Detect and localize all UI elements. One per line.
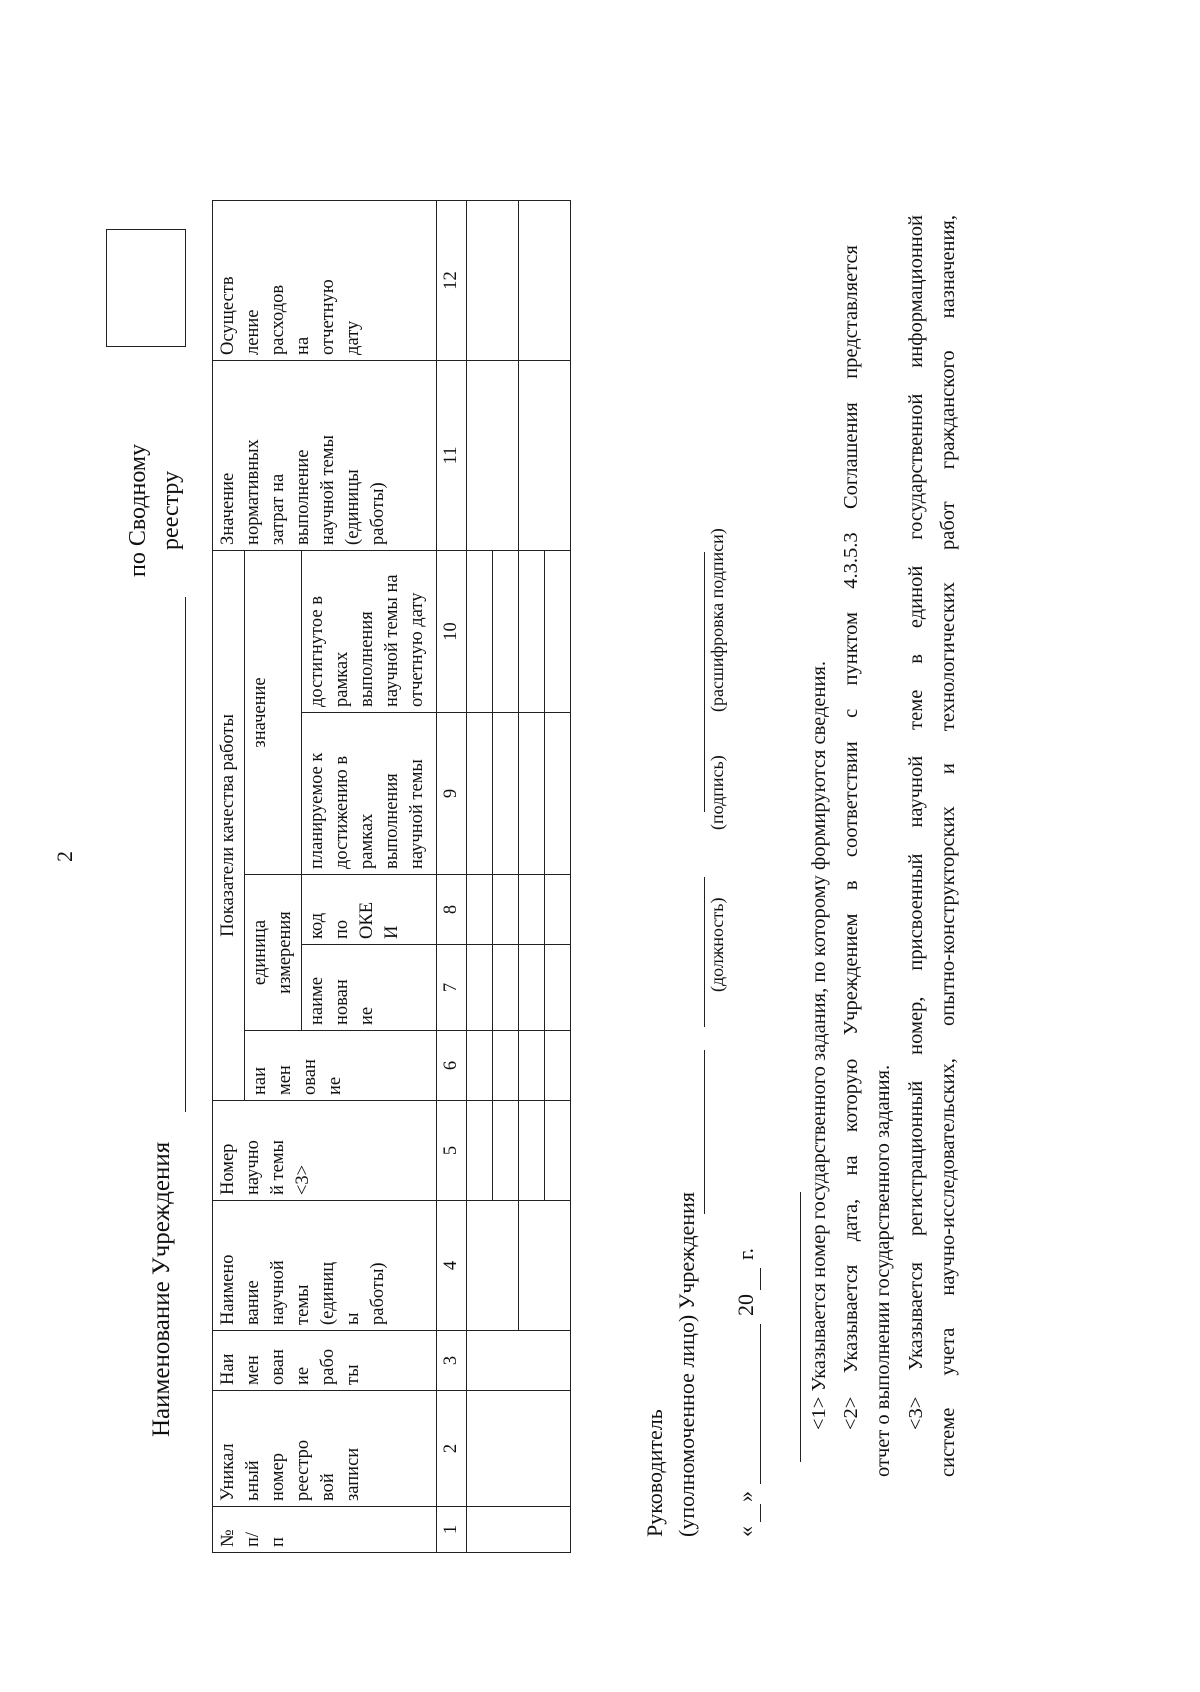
- table-cell: [467, 875, 493, 945]
- table-cell: [545, 945, 571, 1031]
- column-number: 8: [437, 875, 467, 945]
- header-indicator-name: наи мен ован ие: [245, 1031, 437, 1101]
- table-cell: [545, 713, 571, 875]
- date-month-line: [760, 1324, 761, 1484]
- header-work-name: Наи мен ован ие рабо ты: [213, 1331, 437, 1391]
- position-hint: (должность): [707, 897, 727, 992]
- header-topic-name: Наимено вание научной темы (единиц ы работы): [213, 1201, 437, 1331]
- column-number: 6: [437, 1031, 467, 1101]
- table-cell: [519, 1031, 545, 1101]
- column-numbers-row: [437, 200, 467, 1552]
- table-cell: [493, 713, 519, 875]
- table-cell: [467, 1031, 493, 1101]
- report-table: [212, 200, 571, 1553]
- table-cell: [519, 1101, 545, 1201]
- footnote-separator: [800, 1192, 801, 1462]
- signature-label-2: (уполномоченное лицо) Учреждения: [674, 1192, 699, 1537]
- table-cell: [519, 1201, 571, 1331]
- footnote-3-end: системе учета научно-исследовательских, опытно-конструкторских и технологических работ гражданского назначения,: [937, 215, 959, 1477]
- svod-registry-label: [122, 444, 188, 577]
- table-cell: [467, 1391, 571, 1507]
- signature-label-1: Руководитель: [642, 1409, 667, 1537]
- table-cell: [493, 1101, 519, 1201]
- column-number: 12: [437, 200, 467, 360]
- table-cell: [493, 1031, 519, 1101]
- footnote-3-start: <3> Указывается регистрационный номер, присвоенный научной теме в единой государственной информационной: [905, 215, 927, 1430]
- header-okei-code: код по ОКЕ И: [302, 875, 437, 945]
- organization-name-line: [185, 597, 186, 1112]
- table-cell: [467, 713, 493, 875]
- signature-hint: (подпись): [707, 755, 727, 830]
- column-number: 4: [437, 1201, 467, 1331]
- header-normative-costs: Значение нормативных затрат на выполнение научной темы (единицы работы): [213, 360, 437, 550]
- table-cell: [545, 550, 571, 712]
- header-unit-group: единица измерения: [245, 875, 302, 1031]
- footnote-1: <1> Указывается номер государственного задания, по которому формируются сведения.: [808, 660, 830, 1430]
- table-cell: [467, 1201, 519, 1331]
- column-number: 2: [437, 1391, 467, 1507]
- footnote-2-end: отчет о выполнении государственного задания.: [872, 1064, 894, 1477]
- table-row: [467, 200, 493, 1552]
- organization-name-label: Наименование Учреждения: [148, 1141, 175, 1437]
- table-cell: [545, 1101, 571, 1201]
- table-cell: [519, 550, 545, 712]
- svod-line-2: реестру: [158, 470, 184, 550]
- svod-registry-box: [106, 229, 186, 347]
- table-cell: [519, 875, 545, 945]
- table-cell: [545, 875, 571, 945]
- column-number: 9: [437, 713, 467, 875]
- table-cell: [467, 1101, 493, 1201]
- column-number: 10: [437, 550, 467, 712]
- column-number: 11: [437, 360, 467, 550]
- svod-line-1: по Сводному: [125, 443, 151, 577]
- name-hint: (расшифровка подписи): [707, 528, 727, 712]
- date-day-line: [760, 1504, 761, 1522]
- header-value-planned: планируемое к достижению в рамках выполнения научной темы: [302, 713, 437, 875]
- header-quality-indicators: Показатели качества работы: [213, 550, 245, 1100]
- date-close-quote: »: [733, 1491, 758, 1502]
- table-cell: [493, 550, 519, 712]
- column-number: 3: [437, 1331, 467, 1391]
- header-num: № п/ п: [213, 1507, 437, 1553]
- date-year-prefix: 20: [733, 1294, 758, 1316]
- signature-line: [704, 877, 705, 1027]
- table-cell: [519, 713, 545, 875]
- table-cell: [467, 1507, 571, 1553]
- date-year-line: [760, 1268, 761, 1290]
- column-number: 7: [437, 945, 467, 1031]
- table-cell: [467, 200, 519, 360]
- name-line: [704, 552, 705, 812]
- table-cell: [493, 875, 519, 945]
- header-registry-number: Уникал ьный номер реестро вой записи: [213, 1391, 437, 1507]
- header-value-group: значение: [245, 550, 302, 874]
- footnote-2-start: <2> Указывается дата, на которую Учреждением в соответствии с пунктом 4.3.5.3 Соглашения представляется: [840, 245, 862, 1430]
- date-year-suffix: г.: [733, 1247, 758, 1260]
- column-number: 1: [437, 1507, 467, 1553]
- table-cell: [519, 200, 571, 360]
- table-cell: [467, 1331, 571, 1391]
- position-line: [704, 1050, 705, 1214]
- header-topic-number: Номер научно й темы <3>: [213, 1101, 437, 1201]
- table-cell: [467, 945, 493, 1031]
- table-cell: [519, 360, 571, 550]
- page-number: 2: [52, 851, 77, 862]
- table-cell: [493, 945, 519, 1031]
- table-cell: [467, 550, 493, 712]
- header-expenses: Осуществ ление расходов на отчетную дату: [213, 200, 437, 360]
- table-cell: [467, 360, 519, 550]
- header-unit-name: наиме нован ие: [302, 945, 437, 1031]
- table-cell: [545, 1031, 571, 1101]
- column-number: 5: [437, 1101, 467, 1201]
- header-value-achieved: достигнутое в рамках выполнения научной темы на отчетную дату: [302, 550, 437, 712]
- date-open-quote: «: [733, 1526, 758, 1537]
- table-cell: [519, 945, 545, 1031]
